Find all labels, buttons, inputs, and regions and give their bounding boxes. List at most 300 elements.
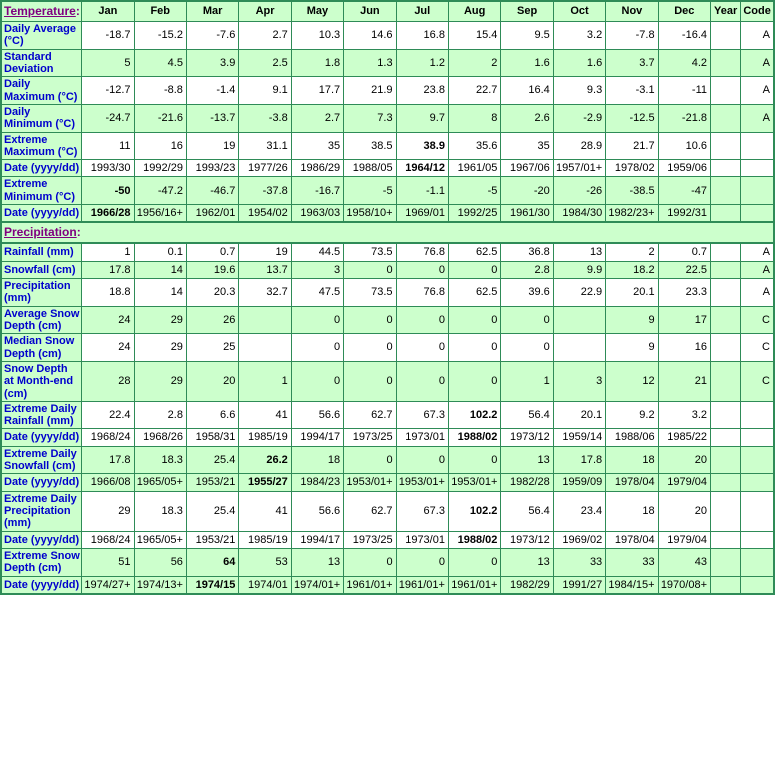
value-cell: 1953/21	[186, 531, 238, 548]
value-cell: 1967/06	[501, 160, 553, 177]
code-cell: C	[741, 361, 774, 401]
value-cell: 18.2	[606, 261, 658, 278]
value-cell: -3.8	[239, 104, 291, 132]
value-cell: 1974/01+	[291, 576, 343, 594]
value-cell: 0	[396, 261, 448, 278]
value-cell: 1953/01+	[448, 474, 500, 491]
code-cell	[741, 160, 774, 177]
year-cell	[711, 446, 741, 474]
value-cell: 73.5	[344, 243, 396, 261]
value-cell: 1979/04	[658, 474, 710, 491]
value-cell: 18.3	[134, 446, 186, 474]
value-cell: 0	[344, 361, 396, 401]
months-header-row	[1, 1, 774, 22]
value-cell: -12.7	[82, 77, 134, 105]
value-cell: 3.7	[606, 49, 658, 77]
value-cell: 1969/02	[553, 531, 605, 548]
table-row	[1, 474, 774, 491]
row-label: Date (yyyy/dd)	[1, 474, 82, 491]
value-cell: 47.5	[291, 279, 343, 307]
month-header-apr: Apr	[239, 1, 291, 22]
value-cell: 29	[82, 491, 134, 531]
value-cell: -50	[82, 177, 134, 205]
table-row	[1, 132, 774, 160]
year-cell	[711, 491, 741, 531]
value-cell: 9	[606, 334, 658, 362]
value-cell: 1992/25	[448, 205, 500, 223]
value-cell: 20.1	[553, 401, 605, 429]
value-cell: 1966/28	[82, 205, 134, 223]
year-cell	[711, 531, 741, 548]
table-row	[1, 22, 774, 50]
year-cell	[711, 177, 741, 205]
value-cell: 1954/02	[239, 205, 291, 223]
code-cell	[741, 429, 774, 446]
row-label: Extreme Daily Snowfall (cm)	[1, 446, 82, 474]
value-cell: 17.8	[82, 261, 134, 278]
value-cell: 41	[239, 491, 291, 531]
value-cell: 1982/29	[501, 576, 553, 594]
value-cell: 19	[239, 243, 291, 261]
value-cell: 1959/14	[553, 429, 605, 446]
value-cell: 16.4	[501, 77, 553, 105]
value-cell: 1994/17	[291, 429, 343, 446]
value-cell: 29	[134, 361, 186, 401]
value-cell: 1959/06	[658, 160, 710, 177]
year-cell	[711, 474, 741, 491]
row-label: Extreme Snow Depth (cm)	[1, 548, 82, 576]
value-cell: 1961/01+	[448, 576, 500, 594]
value-cell: 1985/19	[239, 429, 291, 446]
value-cell: 32.7	[239, 279, 291, 307]
table-row	[1, 243, 774, 261]
value-cell: 1	[82, 243, 134, 261]
value-cell: 26.2	[239, 446, 291, 474]
value-cell: 0	[396, 361, 448, 401]
value-cell: 1968/26	[134, 429, 186, 446]
value-cell: 1	[239, 361, 291, 401]
value-cell: 2.8	[134, 401, 186, 429]
value-cell: 0	[396, 306, 448, 334]
value-cell: -1.4	[186, 77, 238, 105]
row-label: Daily Maximum (°C)	[1, 77, 82, 105]
row-label: Daily Minimum (°C)	[1, 104, 82, 132]
value-cell: 14	[134, 279, 186, 307]
month-header-mar: Mar	[186, 1, 238, 22]
value-cell: 3	[291, 261, 343, 278]
value-cell: 0.7	[186, 243, 238, 261]
value-cell: 1988/06	[606, 429, 658, 446]
value-cell: 1961/01+	[344, 576, 396, 594]
value-cell: 1956/16+	[134, 205, 186, 223]
value-cell: 25.4	[186, 446, 238, 474]
row-label: Average Snow Depth (cm)	[1, 306, 82, 334]
table-row	[1, 446, 774, 474]
value-cell: 1973/01	[396, 531, 448, 548]
value-cell: 16	[134, 132, 186, 160]
row-label: Extreme Maximum (°C)	[1, 132, 82, 160]
value-cell: 17.7	[291, 77, 343, 105]
row-label: Date (yyyy/dd)	[1, 205, 82, 223]
value-cell: -21.6	[134, 104, 186, 132]
value-cell: 62.7	[344, 401, 396, 429]
value-cell: 43	[658, 548, 710, 576]
table-row	[1, 77, 774, 105]
value-cell: 22.5	[658, 261, 710, 278]
value-cell: 6.6	[186, 401, 238, 429]
value-cell: 1953/01+	[344, 474, 396, 491]
value-cell: 0	[344, 334, 396, 362]
value-cell: 1988/05	[344, 160, 396, 177]
value-cell: 53	[239, 548, 291, 576]
value-cell: -2.9	[553, 104, 605, 132]
code-cell	[741, 446, 774, 474]
value-cell: 16.8	[396, 22, 448, 50]
value-cell: 35	[501, 132, 553, 160]
value-cell: 1961/30	[501, 205, 553, 223]
table-row	[1, 361, 774, 401]
value-cell: 1969/01	[396, 205, 448, 223]
value-cell: 15.4	[448, 22, 500, 50]
row-label: Median Snow Depth (cm)	[1, 334, 82, 362]
value-cell: 0	[448, 446, 500, 474]
year-cell	[711, 429, 741, 446]
value-cell: 13	[553, 243, 605, 261]
code-cell	[741, 401, 774, 429]
value-cell: 1961/05	[448, 160, 500, 177]
value-cell: 1959/09	[553, 474, 605, 491]
code-cell: C	[741, 334, 774, 362]
row-label: Extreme Daily Rainfall (mm)	[1, 401, 82, 429]
value-cell: 1970/08+	[658, 576, 710, 594]
value-cell: -37.8	[239, 177, 291, 205]
value-cell: 1992/31	[658, 205, 710, 223]
year-cell	[711, 279, 741, 307]
row-label: Date (yyyy/dd)	[1, 160, 82, 177]
value-cell: 9.3	[553, 77, 605, 105]
value-cell: 1973/01	[396, 429, 448, 446]
year-cell	[711, 104, 741, 132]
row-label: Date (yyyy/dd)	[1, 429, 82, 446]
value-cell: 0	[344, 446, 396, 474]
value-cell: 1984/30	[553, 205, 605, 223]
value-cell: 14	[134, 261, 186, 278]
value-cell: -38.5	[606, 177, 658, 205]
value-cell: 1953/01+	[396, 474, 448, 491]
table-row	[1, 205, 774, 223]
code-cell: A	[741, 243, 774, 261]
value-cell: 67.3	[396, 491, 448, 531]
value-cell: 1973/12	[501, 429, 553, 446]
precipitation-section-cell	[1, 222, 774, 243]
value-cell: 18.8	[82, 279, 134, 307]
value-cell: 23.8	[396, 77, 448, 105]
value-cell: 1.3	[344, 49, 396, 77]
year-cell	[711, 401, 741, 429]
year-cell	[711, 49, 741, 77]
year-column-header: Year	[711, 1, 741, 22]
value-cell: 1977/26	[239, 160, 291, 177]
value-cell: -47	[658, 177, 710, 205]
value-cell: 1985/19	[239, 531, 291, 548]
value-cell: 21	[658, 361, 710, 401]
row-label: Rainfall (mm)	[1, 243, 82, 261]
value-cell: 9.1	[239, 77, 291, 105]
precipitation-section-row	[1, 222, 774, 243]
value-cell: 1979/04	[658, 531, 710, 548]
value-cell: 20	[658, 491, 710, 531]
year-cell	[711, 306, 741, 334]
value-cell: -5	[344, 177, 396, 205]
value-cell: -7.8	[606, 22, 658, 50]
value-cell: 36.8	[501, 243, 553, 261]
value-cell: 73.5	[344, 279, 396, 307]
value-cell: -18.7	[82, 22, 134, 50]
value-cell: 0	[448, 306, 500, 334]
value-cell: 0	[501, 306, 553, 334]
code-cell	[741, 177, 774, 205]
value-cell: 2.7	[291, 104, 343, 132]
row-label: Date (yyyy/dd)	[1, 576, 82, 594]
value-cell: -46.7	[186, 177, 238, 205]
value-cell: 2.7	[239, 22, 291, 50]
table-row	[1, 576, 774, 594]
value-cell: 1974/15	[186, 576, 238, 594]
value-cell: -1.1	[396, 177, 448, 205]
year-cell	[711, 576, 741, 594]
code-cell	[741, 474, 774, 491]
month-header-jul: Jul	[396, 1, 448, 22]
value-cell: 76.8	[396, 243, 448, 261]
value-cell: 0	[344, 548, 396, 576]
value-cell: 1994/17	[291, 531, 343, 548]
value-cell: 18	[291, 446, 343, 474]
value-cell	[553, 306, 605, 334]
value-cell: 1984/23	[291, 474, 343, 491]
value-cell: 16	[658, 334, 710, 362]
row-label: Extreme Daily Precipitation (mm)	[1, 491, 82, 531]
value-cell: -26	[553, 177, 605, 205]
year-cell	[711, 77, 741, 105]
value-cell: 1993/30	[82, 160, 134, 177]
year-cell	[711, 361, 741, 401]
value-cell	[553, 334, 605, 362]
value-cell: 56.4	[501, 401, 553, 429]
value-cell: 1957/01+	[553, 160, 605, 177]
value-cell: 67.3	[396, 401, 448, 429]
code-cell	[741, 531, 774, 548]
value-cell: -11	[658, 77, 710, 105]
temperature-colon: :	[75, 4, 80, 18]
value-cell: 9.9	[553, 261, 605, 278]
month-header-oct: Oct	[553, 1, 605, 22]
value-cell: -8.8	[134, 77, 186, 105]
year-cell	[711, 243, 741, 261]
row-label: Extreme Minimum (°C)	[1, 177, 82, 205]
value-cell: 1968/24	[82, 429, 134, 446]
value-cell: 13	[291, 548, 343, 576]
code-cell	[741, 205, 774, 223]
value-cell: 1953/21	[186, 474, 238, 491]
precipitation-section-link[interactable]: Precipitation	[4, 225, 77, 240]
precipitation-colon: :	[76, 225, 81, 240]
value-cell: 1	[501, 361, 553, 401]
year-cell	[711, 261, 741, 278]
value-cell: -7.6	[186, 22, 238, 50]
value-cell: 33	[606, 548, 658, 576]
row-label: Precipitation (mm)	[1, 279, 82, 307]
value-cell: 35.6	[448, 132, 500, 160]
value-cell: -13.7	[186, 104, 238, 132]
value-cell: 1.8	[291, 49, 343, 77]
year-cell	[711, 205, 741, 223]
value-cell: 1965/05+	[134, 474, 186, 491]
value-cell: -24.7	[82, 104, 134, 132]
value-cell: 35	[291, 132, 343, 160]
value-cell: 56.4	[501, 491, 553, 531]
value-cell: 0	[448, 361, 500, 401]
value-cell: 1974/13+	[134, 576, 186, 594]
value-cell: 26	[186, 306, 238, 334]
value-cell: 1955/27	[239, 474, 291, 491]
value-cell: 9.7	[396, 104, 448, 132]
value-cell: 76.8	[396, 279, 448, 307]
table-row	[1, 491, 774, 531]
value-cell: 29	[134, 306, 186, 334]
value-cell: 0	[344, 306, 396, 334]
value-cell: 22.7	[448, 77, 500, 105]
value-cell: 4.2	[658, 49, 710, 77]
value-cell: 4.5	[134, 49, 186, 77]
value-cell: 0	[396, 548, 448, 576]
value-cell: 18	[606, 446, 658, 474]
table-row	[1, 401, 774, 429]
value-cell: 13	[501, 446, 553, 474]
value-cell: 1.2	[396, 49, 448, 77]
value-cell: 14.6	[344, 22, 396, 50]
table-row	[1, 334, 774, 362]
row-label: Snowfall (cm)	[1, 261, 82, 278]
table-row	[1, 104, 774, 132]
code-cell: A	[741, 104, 774, 132]
value-cell: 0.1	[134, 243, 186, 261]
value-cell: 0.7	[658, 243, 710, 261]
value-cell: 56.6	[291, 401, 343, 429]
row-label: Standard Deviation	[1, 49, 82, 77]
value-cell: 17	[658, 306, 710, 334]
value-cell: 23.4	[553, 491, 605, 531]
code-cell	[741, 548, 774, 576]
value-cell: -3.1	[606, 77, 658, 105]
value-cell: 22.9	[553, 279, 605, 307]
value-cell: 1958/10+	[344, 205, 396, 223]
value-cell: -12.5	[606, 104, 658, 132]
value-cell: -16.7	[291, 177, 343, 205]
value-cell: 56	[134, 548, 186, 576]
value-cell: 0	[396, 446, 448, 474]
value-cell: 2	[606, 243, 658, 261]
month-header-jan: Jan	[82, 1, 134, 22]
value-cell: 1978/04	[606, 531, 658, 548]
code-cell: A	[741, 77, 774, 105]
value-cell: 0	[291, 361, 343, 401]
value-cell: 1.6	[501, 49, 553, 77]
value-cell: 1982/28	[501, 474, 553, 491]
table-row	[1, 279, 774, 307]
value-cell: 41	[239, 401, 291, 429]
value-cell: 0	[448, 548, 500, 576]
value-cell: 20.1	[606, 279, 658, 307]
code-cell: A	[741, 22, 774, 50]
value-cell: 20	[186, 361, 238, 401]
value-cell: 1988/02	[448, 531, 500, 548]
value-cell: 10.6	[658, 132, 710, 160]
temperature-section-link[interactable]: Temperature	[4, 4, 76, 18]
value-cell: 33	[553, 548, 605, 576]
code-cell	[741, 132, 774, 160]
value-cell: 1978/04	[606, 474, 658, 491]
value-cell: 1963/03	[291, 205, 343, 223]
value-cell: 1974/27+	[82, 576, 134, 594]
row-label: Snow Depth at Month-end (cm)	[1, 361, 82, 401]
value-cell: 24	[82, 306, 134, 334]
code-column-header: Code	[741, 1, 774, 22]
value-cell: 102.2	[448, 401, 500, 429]
value-cell: 1965/05+	[134, 531, 186, 548]
value-cell: 9	[606, 306, 658, 334]
value-cell: -15.2	[134, 22, 186, 50]
value-cell: 10.3	[291, 22, 343, 50]
value-cell: 12	[606, 361, 658, 401]
value-cell: 1988/02	[448, 429, 500, 446]
code-cell: A	[741, 49, 774, 77]
value-cell: 3.2	[658, 401, 710, 429]
value-cell: 2.5	[239, 49, 291, 77]
value-cell: 21.9	[344, 77, 396, 105]
value-cell: 1964/12	[396, 160, 448, 177]
value-cell: 9.2	[606, 401, 658, 429]
value-cell: 1974/01	[239, 576, 291, 594]
value-cell: 1962/01	[186, 205, 238, 223]
value-cell: 3	[553, 361, 605, 401]
value-cell: 39.6	[501, 279, 553, 307]
year-cell	[711, 548, 741, 576]
value-cell: 1993/23	[186, 160, 238, 177]
value-cell: 1968/24	[82, 531, 134, 548]
value-cell	[239, 306, 291, 334]
value-cell: 1958/31	[186, 429, 238, 446]
value-cell: 7.3	[344, 104, 396, 132]
value-cell: 0	[344, 261, 396, 278]
value-cell: 0	[448, 334, 500, 362]
row-label: Date (yyyy/dd)	[1, 531, 82, 548]
month-header-dec: Dec	[658, 1, 710, 22]
value-cell: 22.4	[82, 401, 134, 429]
value-cell: 38.9	[396, 132, 448, 160]
month-header-aug: Aug	[448, 1, 500, 22]
value-cell: 25.4	[186, 491, 238, 531]
value-cell: 1985/22	[658, 429, 710, 446]
value-cell: 56.6	[291, 491, 343, 531]
value-cell: 28	[82, 361, 134, 401]
value-cell: 1973/25	[344, 531, 396, 548]
value-cell: 20.3	[186, 279, 238, 307]
table-row	[1, 531, 774, 548]
value-cell: 1973/12	[501, 531, 553, 548]
value-cell: 2.8	[501, 261, 553, 278]
value-cell: 0	[396, 334, 448, 362]
value-cell: 62.5	[448, 279, 500, 307]
